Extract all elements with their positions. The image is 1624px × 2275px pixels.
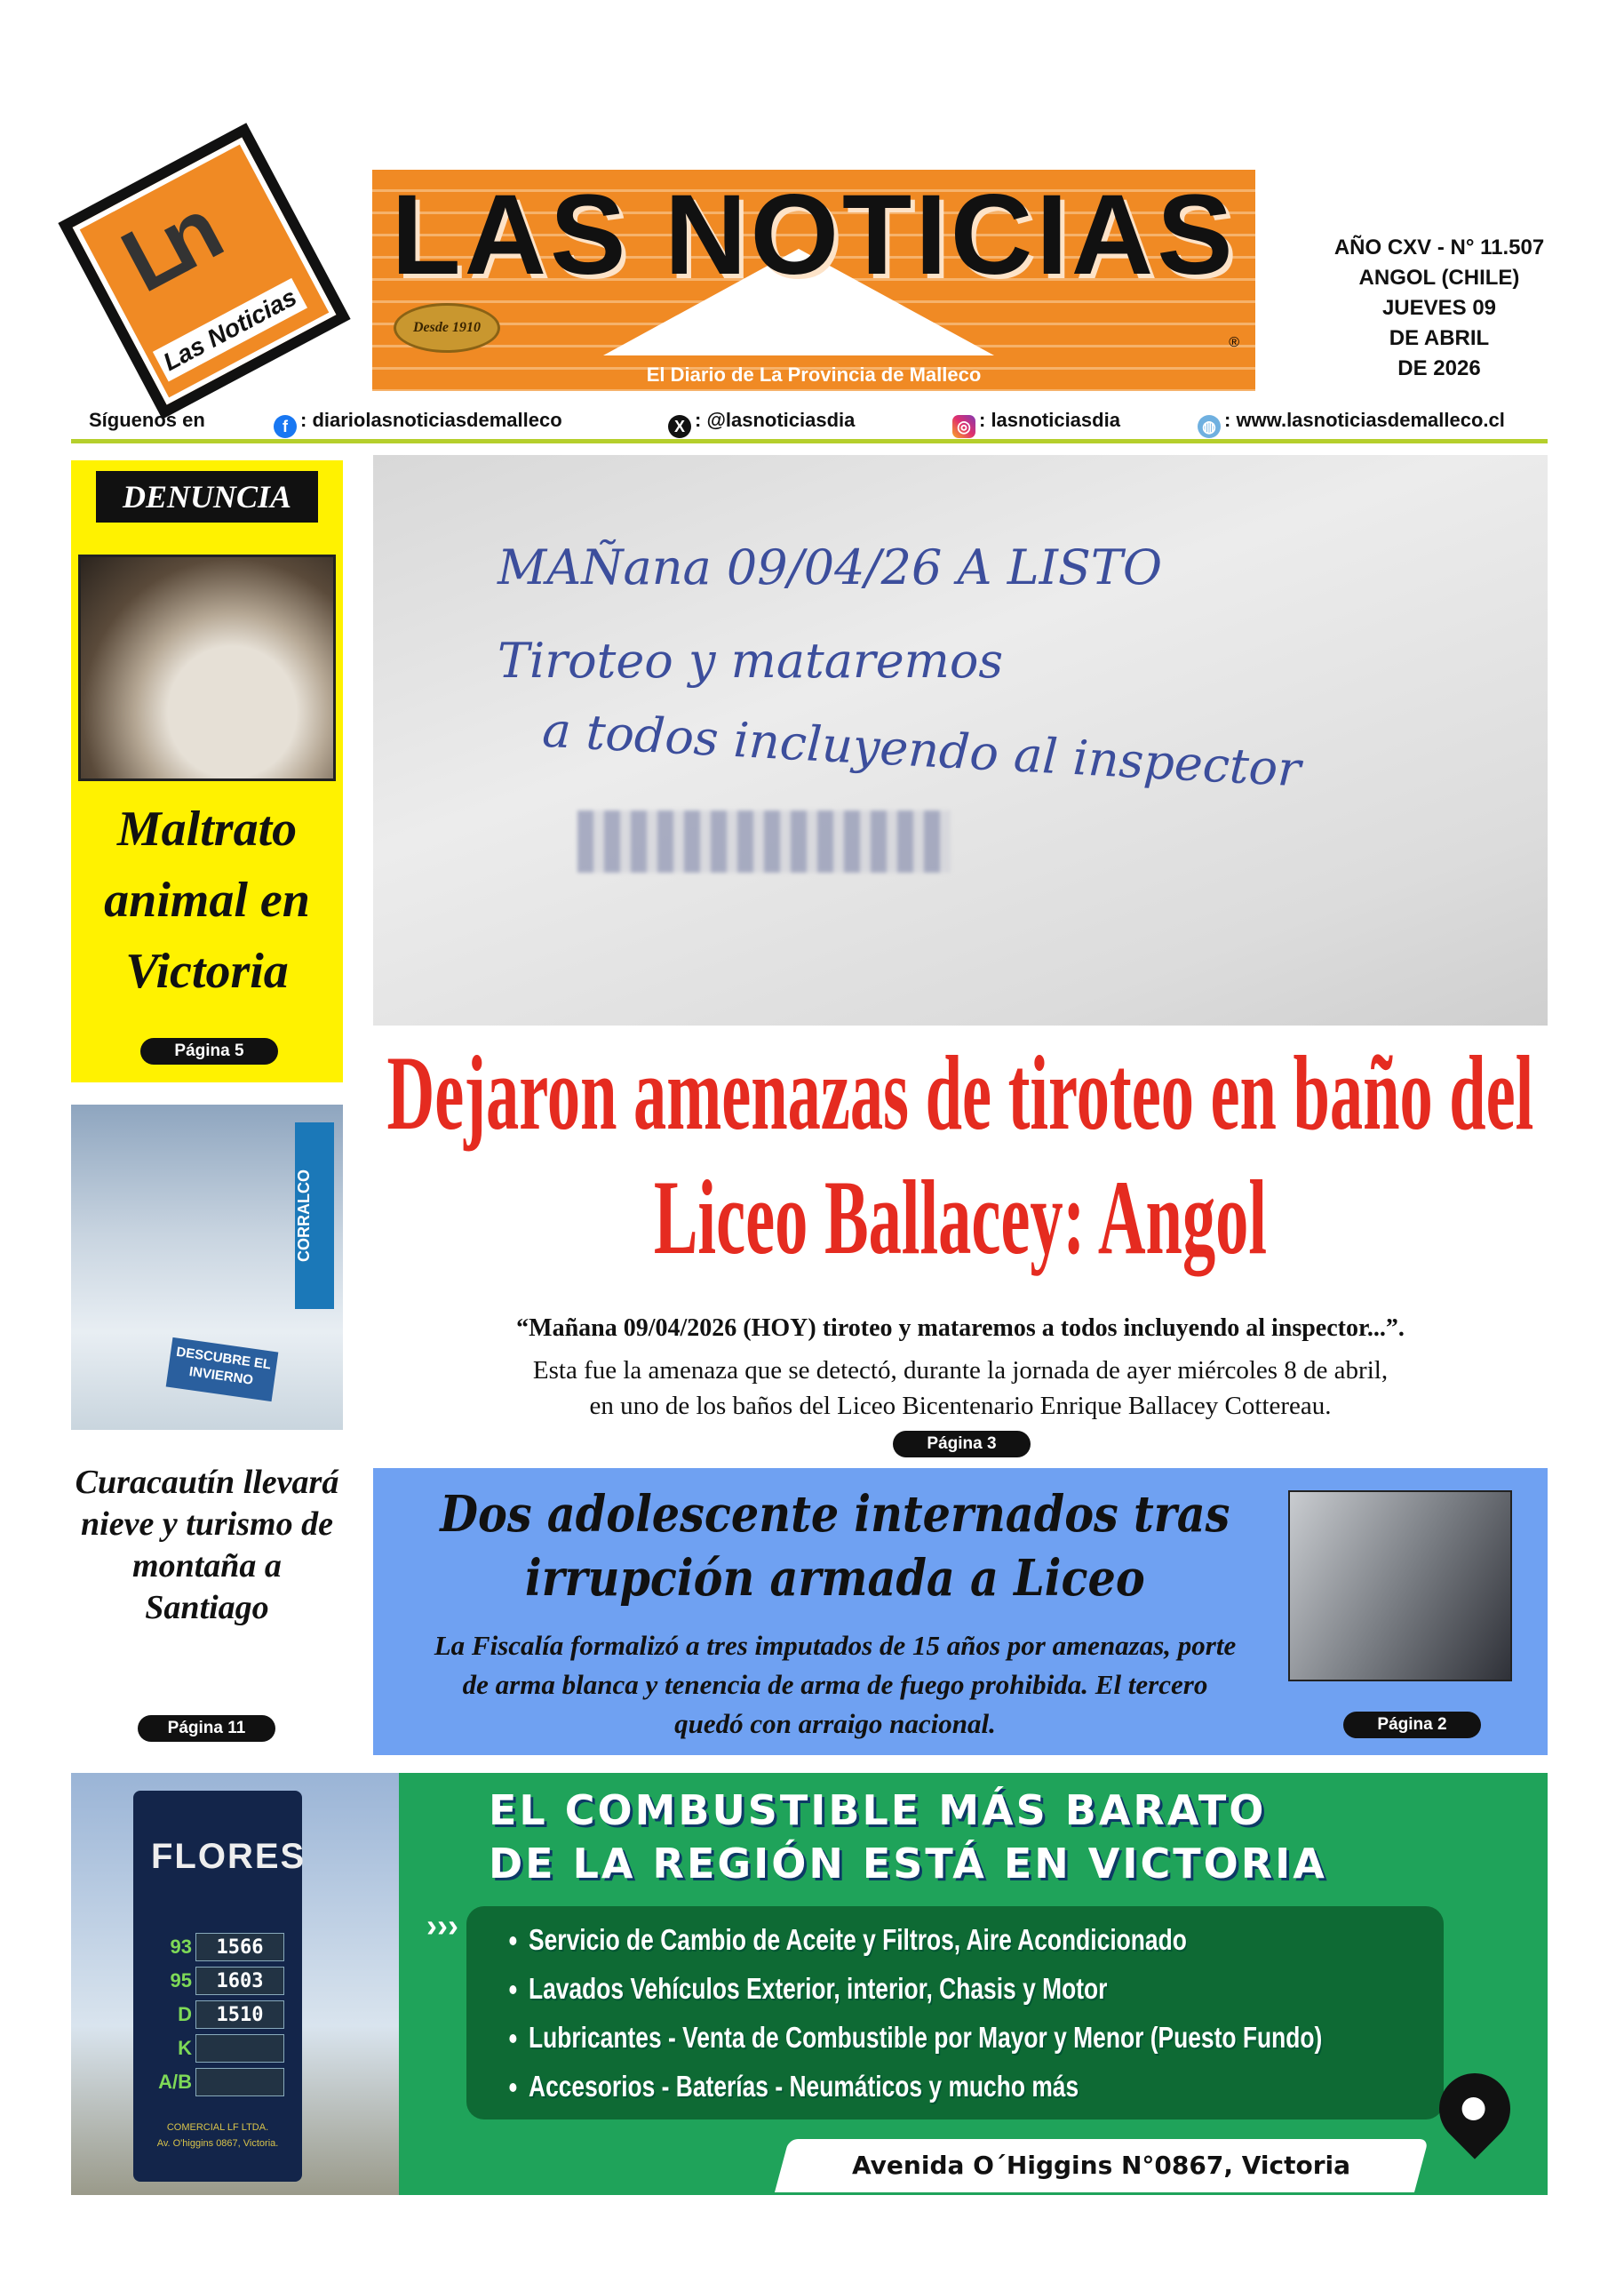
fuel-price: 1566 [195,1933,284,1961]
fuel-label: 93 [170,1936,192,1958]
ad-headline: EL COMBUSTIBLE MÁS BARATO DE LA REGIÓN ESTÁ EN VICTORIA [489,1786,1327,1888]
snow-tourism-photo[interactable] [71,1105,343,1430]
service-item: • Lavados Vehículos Exterior, interior, Chasis y Motor [529,1964,1261,2013]
issue-location: ANGOL (CHILE) [1358,266,1520,290]
story-title[interactable]: Curacautín llevará nieve y turismo de montaña a Santiago [75,1464,339,1626]
stamp-logo: Ln Las Noticias [58,123,350,419]
issue-day: JUEVES 09 [1381,296,1497,320]
issue-month: DE ABRIL [1389,326,1490,350]
stamp-logo-text: Las Noticias [153,278,307,382]
facebook-link[interactable]: f : diariolasnoticiasdemalleco [274,407,562,438]
follow-label: Síguenos en [89,409,205,431]
website-link[interactable]: ◍ : www.lasnoticiasdemalleco.cl [1198,407,1505,438]
fuel-price [195,2068,284,2096]
instagram-icon: ◎ [952,415,975,438]
main-lede: Esta fue la amenaza que se detectó, durante la jornada de ayer miércoles 8 de abril, en uno de los baños del Liceo Bicentenario Enrique Ballacey Cottereau. [532,1356,1389,1420]
main-headline[interactable]: Dejaron amenazas de tiroteo en baño del Liceo Ballacey: Angol [386,1034,1534,1276]
price-totem [133,1791,306,2182]
page-badge[interactable]: Página 2 [1343,1712,1481,1738]
gas-station-photo [71,1773,399,2195]
fuel-price [195,2034,284,2063]
registered-mark: ® [1229,335,1239,350]
prosecutor-photo [1288,1490,1512,1681]
page-badge[interactable]: Página 3 [893,1431,1031,1457]
discover-sign: DESCUBRE EL INVIERNO [166,1337,279,1401]
fuel-label: D [178,2003,192,2025]
header-divider [71,439,1548,443]
corralco-banner: CORRALCO [295,1122,334,1309]
service-item: • Accesorios - Baterías - Neumáticos y mucho más [529,2062,1261,2111]
story-title[interactable]: Maltrato animal en Victoria [104,802,310,999]
scrawl-line: MAÑana 09/04/26 A LISTO [498,539,1163,595]
fuel-label: A/B [158,2071,192,2093]
fuel-label: 95 [170,1969,192,1992]
secondary-summary: La Fiscalía formalizó a tres imputados de 15 años por amenazas, porte de arma blanca y tenencia de arma de fuego prohibida. El tercero quedó con arraigo nacional. [434,1630,1237,1739]
main-quote: “Mañana 09/04/2026 (HOY) tiroteo y mataremos a todos incluyendo al inspector...”. [516,1314,1405,1342]
masthead-subtitle: El Diario de La Provincia de Malleco [646,363,982,386]
issue-year: DE 2026 [1397,356,1481,380]
fuel-advertisement[interactable] [71,1773,1548,2195]
station-brand: FLORES [151,1837,306,1876]
fuel-label: K [178,2037,192,2059]
page-badge[interactable]: Página 5 [140,1038,278,1065]
denuncia-box[interactable] [71,460,343,1082]
facebook-icon: f [274,415,297,438]
x-link[interactable]: X : @lasnoticiasdia [668,407,855,438]
issue-number: AÑO CXV - N° 11.507 [1333,235,1545,259]
services-list [466,1906,1444,2119]
masthead-title: LAS NOTICIAS [391,172,1237,299]
secondary-headline: Dos adolescente internados tras irrupción armada a Liceo [440,1485,1230,1608]
globe-icon: ◍ [1198,415,1221,438]
dog-photo [78,555,336,781]
pixelated-name [577,810,951,873]
fuel-price: 1510 [195,2000,284,2029]
scrawl-line: a todos incluyendo al inspector [540,701,1302,798]
service-item: • Lubricantes - Venta de Combustible por Mayor y Menor (Puesto Fundo) [529,2013,1261,2062]
service-item: • Servicio de Cambio de Aceite y Filtros, Aire Acondicionado [529,1915,1261,1964]
secondary-story[interactable] [373,1468,1548,1755]
page-badge[interactable]: Página 11 [138,1715,275,1742]
section-tag: DENUNCIA [96,471,318,523]
issue-info [1306,233,1572,384]
address-bar: Avenida O´Higgins N°0867, Victoria [775,2139,1429,2192]
whiteboard-photo [373,455,1548,1026]
instagram-link[interactable]: ◎ : lasnoticiasdia [952,407,1120,438]
social-bar [89,407,1546,434]
scrawl-line: Tiroteo y mataremos [498,633,1004,689]
masthead-banner [372,170,1255,391]
x-icon: X [668,415,691,438]
fuel-price: 1603 [195,1967,284,1995]
chevrons-icon: ››› [426,1907,458,1944]
since-seal: Desde 1910 [394,303,500,353]
company-info: COMERCIAL LF LTDA. Av. O'higgins 0867, Victoria. [156,2122,279,2149]
